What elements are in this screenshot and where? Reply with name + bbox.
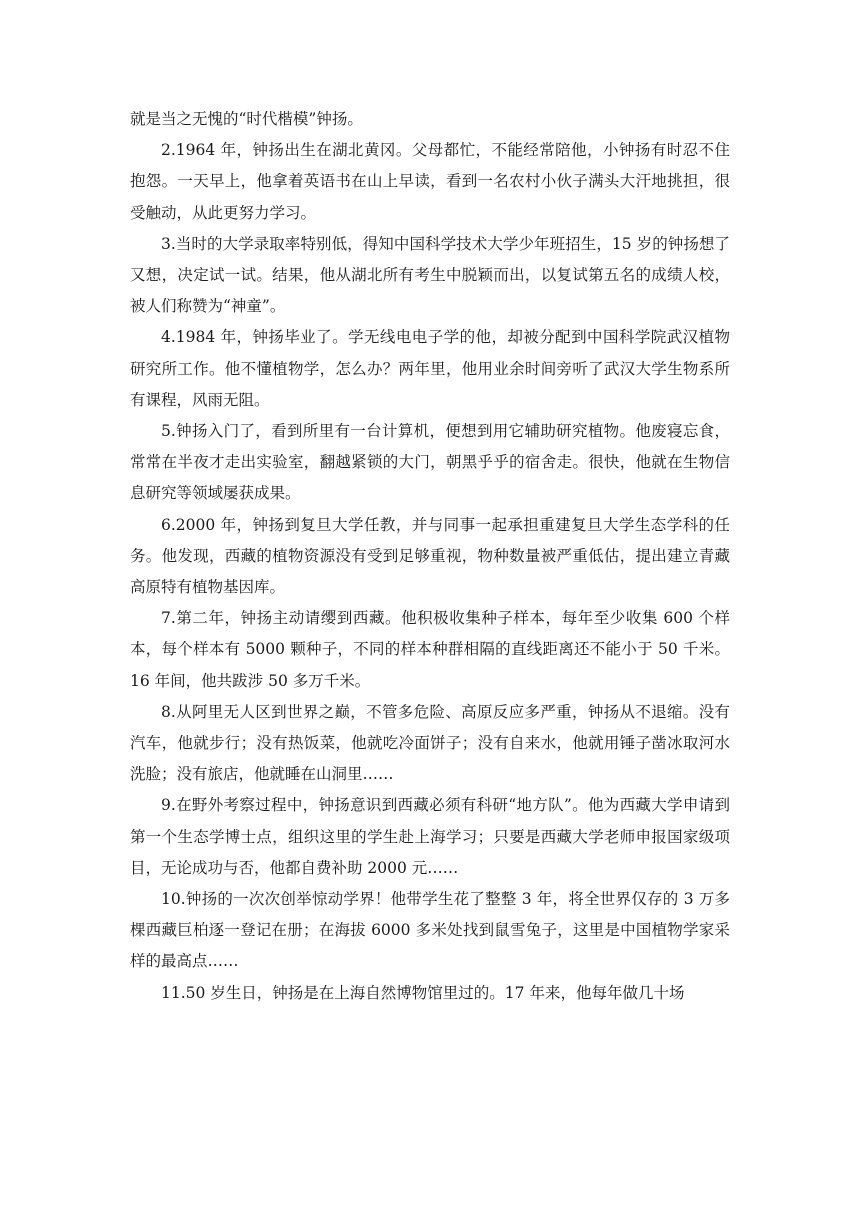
paragraph-7: 7.第二年，钟扬主动请缨到西藏。他积极收集种子样本，每年至少收集 600 个样本，每个样本有 5000 颗种子，不同的样本种群相隔的直线距离还不能小于 50 千米。16 年间，他共跋涉 50 多万千米。 [130, 609, 730, 690]
paragraph-3: 3.当时的大学录取率特别低，得知中国科学技术大学少年班招生，15 岁的钟扬想了又想，决定试一试。结果，他从湖北所有考生中脱颖而出，以复试第五名的成绩人校，被人们称赞为“神童”。 [130, 234, 730, 316]
paragraph-9: 9.在野外考察过程中，钟扬意识到西藏必须有科研“地方队”。他为西藏大学申请到第一个生态学博士点，组织这里的学生赴上海学习；只要是西藏大学老师申报国家级项目，无论成功与否，他都自费补助 2000 元…… [130, 796, 730, 877]
paragraph-10: 10.钟扬的一次次创举惊动学界！他带学生花了整整 3 年，将全世界仅存的 3 万多棵西藏巨柏逐一登记在册；在海拔 6000 多米处找到鼠雪兔子，这里是中国植物学家采样的最高点…… [130, 890, 730, 971]
paragraph-6: 6.2000 年，钟扬到复旦大学任教，并与同事一起承担重建复旦大学生态学科的任务。他发现，西藏的植物资源没有受到足够重视，物种数量被严重低估，提出建立青藏高原特有植物基因库。 [130, 515, 730, 597]
paragraph-8: 8.从阿里无人区到世界之巅，不管多危险、高原反应多严重，钟扬从不退缩。没有汽车，他就步行；没有热饭菜，他就吃冷面饼子；没有自来水，他就用锤子凿冰取河水洗脸；没有旅店，他就睡在山洞里…… [130, 702, 730, 784]
paragraph-2: 2.1964 年，钟扬出生在湖北黄冈。父母都忙，不能经常陪他，小钟扬有时忍不住抱怨。一天早上，他拿着英语书在山上早读，看到一名农村小伙子满头大汗地挑担，很受触动，从此更努力学习。 [130, 141, 730, 222]
document-page [130, 104, 730, 1009]
paragraph-11: 11.50 岁生日，钟扬是在上海自然博物馆里过的。17 年来，他每年做几十场 [161, 983, 685, 1002]
paragraph-5: 5.钟扬入门了，看到所里有一台计算机，便想到用它辅助研究植物。他废寝忘食，常常在半夜才走出实验室，翻越紧锁的大门，朝黑乎乎的宿舍走。很快，他就在生物信息研究等领域屡获成果。 [130, 422, 730, 503]
paragraph-4: 4.1984 年，钟扬毕业了。学无线电电子学的他，却被分配到中国科学院武汉植物研究所工作。他不懂植物学，怎么办？两年里，他用业余时间旁听了武汉大学生物系所有课程，风雨无阻。 [130, 328, 730, 409]
paragraph-1: 就是当之无愧的“时代楷模”钟扬。 [130, 110, 363, 128]
